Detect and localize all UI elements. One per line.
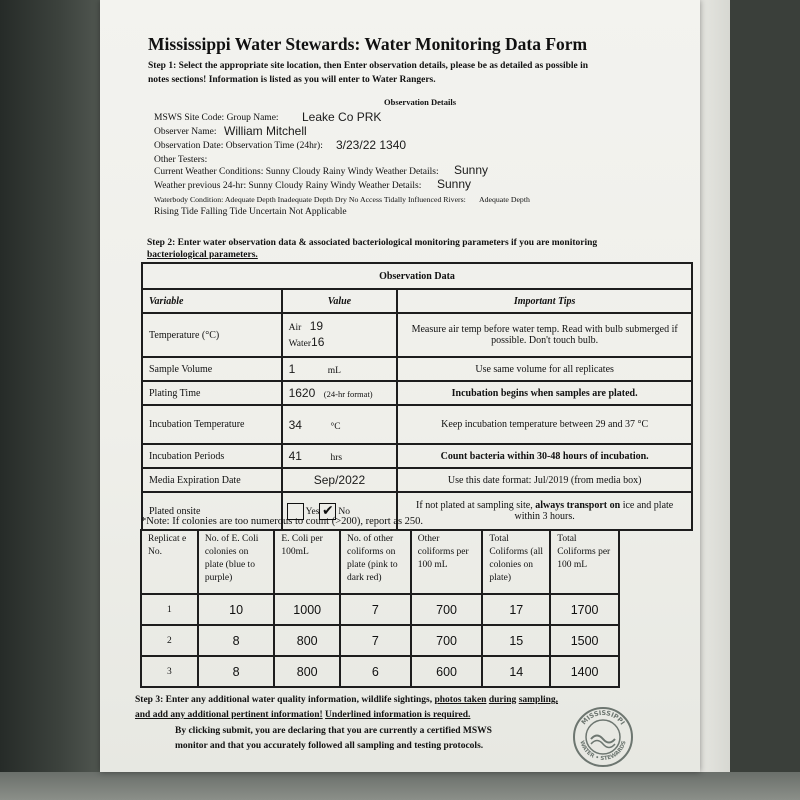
table-row-temperature	[142, 313, 692, 357]
incubation-periods-label: Incubation Periods	[142, 444, 282, 468]
colony-count-table	[140, 529, 620, 688]
col-header-total-per-100ml: Total Coliforms per 100 mL	[550, 530, 619, 594]
desk-background-bottom	[0, 772, 800, 800]
incubation-temperature-unit: °C	[330, 421, 341, 432]
ecoli-per-100ml-value[interactable]: 800	[274, 656, 340, 687]
header-variable: Variable	[142, 289, 282, 313]
header-important-tips: Important Tips	[397, 289, 692, 313]
observation-date-label: Observation Date: Observation Time (24hr):	[154, 141, 323, 151]
col-header-total-coliforms: Total Coliforms (all colonies on plate)	[482, 530, 550, 594]
replicate-number: 2	[141, 625, 198, 656]
observation-date-value[interactable]: 3/23/22 1340	[336, 138, 407, 152]
sample-volume-label: Sample Volume	[142, 357, 282, 381]
table-row-incubation-periods	[142, 444, 692, 468]
ecoli-colonies-value[interactable]: 8	[198, 625, 275, 656]
site-code-value[interactable]: Leake Co PRK	[302, 110, 382, 124]
site-code-label: MSWS Site Code: Group Name:	[154, 113, 279, 123]
sample-volume-value[interactable]: 1	[288, 362, 296, 376]
step2-line2: bacteriological parameters.	[147, 250, 258, 260]
seal-top-text: MISSISSIPPI	[579, 708, 627, 727]
other-coliforms-value[interactable]: 7	[340, 594, 411, 625]
observation-details-heading: Observation Details	[384, 97, 457, 107]
ecoli-per-100ml-value[interactable]: 800	[274, 625, 340, 656]
table-row	[141, 625, 619, 656]
water-temp-value[interactable]: 16	[311, 335, 325, 349]
header-value: Value	[282, 289, 398, 313]
table-row-plating-time	[142, 381, 692, 405]
previous-weather-value[interactable]: Sunny	[437, 177, 472, 191]
seal-bottom-text: WATER • STEWARDS	[578, 740, 628, 763]
other-coliforms-value[interactable]: 6	[340, 656, 411, 687]
step1-line1: Step 1: Select the appropriate site location, then Enter observation details, please be as detailed as possible in	[148, 61, 589, 71]
col-header-other-per-100ml: Other coliforms per 100 mL	[411, 530, 483, 594]
total-per-100ml-value[interactable]: 1400	[550, 656, 619, 687]
waterbody-condition-value[interactable]: Adequate Depth	[479, 195, 530, 204]
colonies-note: *Note: If colonies are too numerous to count (>200), report as 250.	[141, 516, 424, 527]
incubation-temperature-tip: Keep incubation temperature between 29 and 37 °C	[397, 405, 692, 444]
media-expiration-tip	[397, 468, 692, 492]
other-coliforms-value[interactable]: 7	[340, 625, 411, 656]
col-header-replicate: Replicat e No.	[141, 530, 198, 594]
waterbody-condition-label: Waterbody Condition: Adequate Depth Inadequate Depth Dry No Access Tidally Influenced Rivers:	[154, 195, 466, 204]
other-per-100ml-value[interactable]: 700	[411, 594, 483, 625]
replicate-number: 3	[141, 656, 198, 687]
air-temp-value[interactable]: 19	[309, 319, 324, 333]
plating-time-tip: Incubation begins when samples are plated.	[397, 381, 692, 405]
incubation-temperature-value[interactable]: 34	[288, 417, 302, 432]
ecoli-per-100ml-value[interactable]: 1000	[274, 594, 340, 625]
other-per-100ml-value[interactable]: 700	[411, 625, 483, 656]
other-testers-label: Other Testers:	[154, 155, 208, 165]
plated-onsite-yes-label: Yes	[305, 506, 320, 517]
step3-lead: Step 3: Enter any additional water quality information, wildlife sightings,	[135, 695, 433, 705]
desk-background	[0, 0, 100, 800]
current-weather-value[interactable]: Sunny	[454, 163, 489, 177]
submit-declaration-line1: By clicking submit, you are declaring that you are currently a certified MSWS	[175, 726, 492, 736]
plating-time-label: Plating Time	[142, 381, 282, 405]
media-expiration-label: Media Expiration Date	[142, 468, 282, 492]
col-header-other-coliforms: No. of other coliforms on plate (pink to dark red)	[340, 530, 411, 594]
total-coliforms-value[interactable]: 14	[482, 656, 550, 687]
plated-onsite-tip-suffix: ice and plate within 3 hours.	[514, 500, 674, 522]
current-weather-label: Current Weather Conditions: Sunny Cloudy Rainy Windy Weather Details:	[154, 167, 439, 177]
ecoli-colonies-value[interactable]: 8	[198, 656, 275, 687]
colony-table-header-row	[141, 530, 619, 594]
plated-onsite-no-label: No	[338, 506, 351, 517]
observation-data-caption: Observation Data	[142, 263, 692, 289]
temperature-value-cell	[282, 313, 398, 357]
step3-additional-info: and add any additional pertinent information!	[135, 710, 323, 720]
ecoli-colonies-value[interactable]: 10	[198, 594, 275, 625]
svg-text:MISSISSIPPI	[580, 709, 627, 726]
total-per-100ml-value[interactable]: 1700	[550, 594, 619, 625]
water-label: Water	[288, 339, 312, 349]
col-header-ecoli-per-100ml: E. Coli per 100mL	[274, 530, 340, 594]
incubation-periods-value[interactable]: 41	[288, 449, 302, 463]
observer-name-label: Observer Name:	[154, 127, 217, 137]
sample-volume-unit: mL	[327, 366, 341, 376]
plating-time-unit: (24-hr format)	[323, 389, 373, 399]
tide-options: Rising Tide Falling Tide Uncertain Not Applicable	[154, 207, 347, 217]
form-title: Mississippi Water Stewards: Water Monitoring Data Form	[148, 34, 588, 54]
plated-onsite-label: Plated onsite	[142, 492, 282, 530]
step3-photos: photos taken	[434, 695, 487, 705]
step3-sampling: sampling,	[518, 695, 559, 705]
sample-volume-tip: Use same volume for all replicates	[397, 357, 692, 381]
air-label: Air	[288, 323, 302, 333]
plated-onsite-tip-prefix: If not plated at sampling site,	[416, 500, 533, 511]
step3-line1	[135, 695, 558, 705]
table-row-incubation-temperature	[142, 405, 692, 444]
table-row-media-expiration	[142, 468, 692, 492]
temperature-label: Temperature (°C)	[142, 313, 282, 357]
plated-onsite-tip-bold: always transport on	[535, 500, 621, 511]
plating-time-value[interactable]: 1620	[288, 386, 316, 400]
table-row	[141, 594, 619, 625]
incubation-periods-tip: Count bacteria within 30-48 hours of incubation.	[397, 444, 692, 468]
incubation-temperature-label: Incubation Temperature	[142, 405, 282, 444]
observation-data-table	[141, 262, 693, 531]
step1-line2: notes sections! Information is listed as you will enter to Water Rangers.	[148, 75, 436, 85]
total-per-100ml-value[interactable]: 1500	[550, 625, 619, 656]
media-expiration-value[interactable]: Sep/2022	[313, 473, 366, 487]
total-coliforms-value[interactable]: 17	[482, 594, 550, 625]
col-header-ecoli-colonies: No. of E. Coli colonies on plate (blue to purple)	[198, 530, 275, 594]
observer-name-value[interactable]: William Mitchell	[224, 124, 307, 138]
media-expiration-tip-text: Use this date format: Jul/2019 (from media box)	[447, 474, 642, 486]
step3-during: during	[488, 695, 517, 705]
replicate-number: 1	[141, 594, 198, 625]
table-row-sample-volume	[142, 357, 692, 381]
step2-line1: Step 2: Enter water observation data & associated bacteriological monitoring parameters if you are monitoring	[147, 238, 598, 248]
temperature-tip: Measure air temp before water temp. Read with bulb submerged if possible. Don't touch bulb.	[397, 313, 692, 357]
step3-required-note: Underlined information is required.	[325, 710, 471, 720]
step3-line2	[135, 710, 470, 720]
check-mark-icon: ✔	[322, 502, 334, 519]
plated-onsite-tip	[397, 492, 692, 530]
other-per-100ml-value[interactable]: 600	[411, 656, 483, 687]
submit-declaration-line2: monitor and that you accurately followed all sampling and testing protocols.	[175, 741, 484, 751]
incubation-periods-unit: hrs	[330, 453, 343, 463]
table-row	[141, 656, 619, 687]
mississippi-water-stewards-seal	[572, 706, 634, 768]
previous-weather-label: Weather previous 24-hr: Sunny Cloudy Rainy Windy Weather Details:	[154, 181, 422, 191]
total-coliforms-value[interactable]: 15	[482, 625, 550, 656]
